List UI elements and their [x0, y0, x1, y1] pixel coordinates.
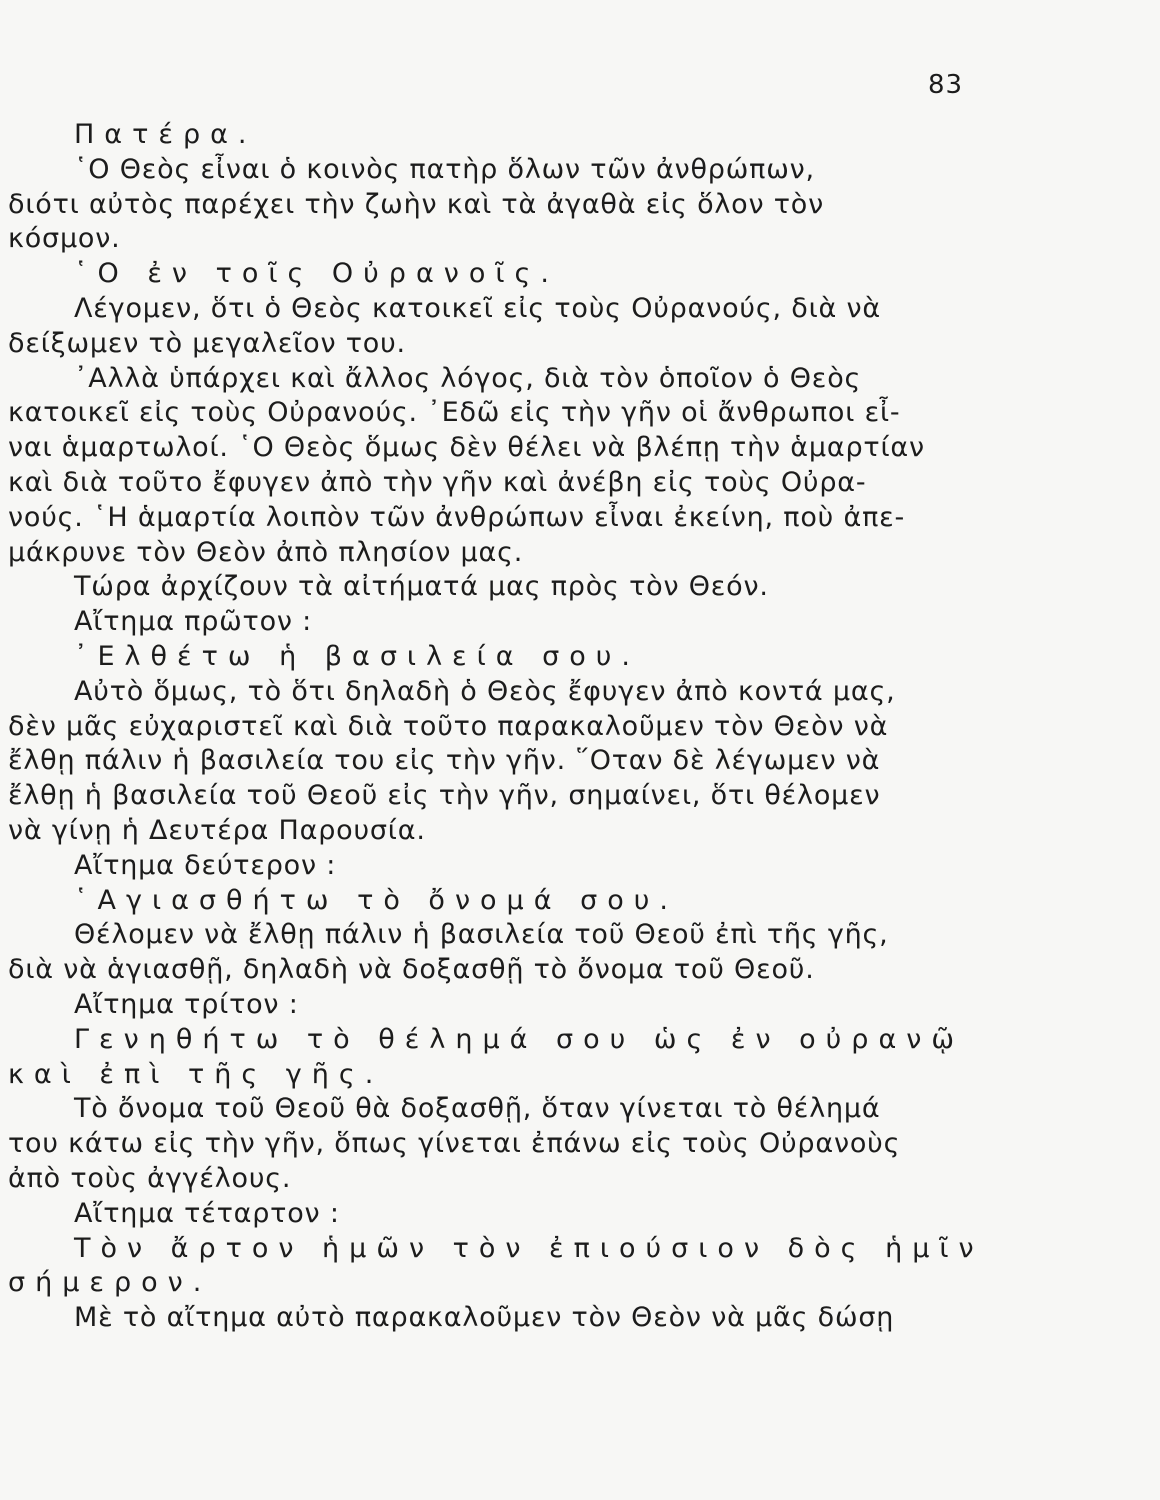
- text-line: ᾿Αλλὰ ὑπάρχει καὶ ἄλλος λόγος, διὰ τὸν ὁποῖον ὁ Θεὸς: [74, 362, 862, 394]
- text-line: Τὸ ὄνομα τοῦ Θεοῦ θὰ δοξασθῇ, ὅταν γίνεται τὸ θέλημά: [74, 1093, 881, 1125]
- text-line: ῾Ο Θεὸς εἶναι ὁ κοινὸς πατὴρ ὅλων τῶν ἀνθρώπων,: [74, 153, 815, 185]
- text-line: Αἴτημα δεύτερον :: [74, 849, 337, 881]
- body-text: [8, 118, 988, 1336]
- text-line: Τώρα ἀρχίζουν τὰ αἰτήματά μας πρὸς τὸν Θεόν.: [74, 571, 769, 603]
- text-line: νούς. ῾Η ἁμαρτία λοιπὸν τῶν ἀνθρώπων εἶναι ἐκείνη, ποὺ ἀπε-: [8, 501, 906, 533]
- text-line: του κάτω εἰς τὴν γῆν, ὅπως γίνεται ἐπάνω εἰς τοὺς Οὐρανοὺς: [8, 1128, 901, 1160]
- text-line: διὰ νὰ ἁγιασθῇ, δηλαδὴ νὰ δοξασθῇ τὸ ὄνομα τοῦ Θεοῦ.: [8, 954, 815, 986]
- text-line: δὲν μᾶς εὐχαριστεῖ καὶ διὰ τοῦτο παρακαλοῦμεν τὸν Θεὸν νὰ: [8, 710, 889, 742]
- text-line: Αἴτημα τέταρτον :: [74, 1197, 340, 1229]
- text-line: σήμερον.: [8, 1267, 212, 1299]
- text-line: Θέλομεν νὰ ἔλθῃ πάλιν ἡ βασιλεία τοῦ Θεοῦ ἐπὶ τῆς γῆς,: [74, 919, 889, 951]
- text-line: ἔλθῃ ἡ βασιλεία τοῦ Θεοῦ εἰς τὴν γῆν, σημαίνει, ὅτι θέλομεν: [8, 780, 881, 812]
- text-line: ῾Αγιασθήτω τὸ ὄνομά σου.: [74, 884, 678, 916]
- text-line: καὶ ἐπὶ τῆς γῆς.: [8, 1058, 384, 1090]
- text-line: Πατέρα.: [74, 119, 257, 150]
- text-line: Γενηθήτω τὸ θέλημά σου ὡς ἐν οὐρανῷ: [74, 1023, 964, 1055]
- text-line: κόσμον.: [8, 223, 121, 255]
- text-line: Αὐτὸ ὅμως, τὸ ὅτι δηλαδὴ ὁ Θεὸς ἔφυγεν ἀπὸ κοντά μας,: [74, 675, 896, 707]
- text-line: Τὸν ἄρτον ἡμῶν τὸν ἐπιούσιον δὸς ἡμῖν: [74, 1232, 984, 1264]
- text-line: Αἴτημα τρίτον :: [74, 988, 299, 1020]
- text-line: ναι ἁμαρτωλοί. ῾Ο Θεὸς ὅμως δὲν θέλει νὰ βλέπῃ τὴν ἁμαρτίαν: [8, 432, 925, 464]
- text-line: μάκρυνε τὸν Θεὸν ἀπὸ πλησίον μας.: [8, 536, 524, 568]
- text-line: νὰ γίνῃ ἡ Δευτέρα Παρουσία.: [8, 814, 426, 846]
- text-line: Αἴτημα πρῶτον :: [74, 606, 313, 638]
- text-line: Μὲ τὸ αἴτημα αὐτὸ παρακαλοῦμεν τὸν Θεὸν νὰ μᾶς δώσῃ: [74, 1302, 895, 1334]
- text-line: καὶ διὰ τοῦτο ἔφυγεν ἀπὸ τὴν γῆν καὶ ἀνέβη εἰς τοὺς Οὐρα-: [8, 466, 867, 498]
- text-line: ἔλθῃ πάλιν ἡ βασιλεία του εἰς τὴν γῆν. ῞Οταν δὲ λέγωμεν νὰ: [8, 745, 881, 777]
- text-line: δείξωμεν τὸ μεγαλεῖον του.: [8, 327, 406, 359]
- text-line: ἀπὸ τοὺς ἀγγέλους.: [8, 1162, 292, 1194]
- text-line: κατοικεῖ εἰς τοὺς Οὐρανούς. ᾿Εδῶ εἰς τὴν γῆν οἱ ἄνθρωποι εἶ-: [8, 397, 901, 429]
- page-number: 83: [928, 70, 964, 100]
- text-line: ῾Ο ἐν τοῖς Οὐρανοῖς.: [74, 258, 559, 290]
- text-line: ᾿Ελθέτω ἡ βασιλεία σου.: [74, 640, 640, 672]
- text-line: Λέγομεν, ὅτι ὁ Θεὸς κατοικεῖ εἰς τοὺς Οὐρανούς, διὰ νὰ: [74, 292, 881, 324]
- text-line: διότι αὐτὸς παρέχει τὴν ζωὴν καὶ τὰ ἀγαθὰ εἰς ὅλον τὸν: [8, 188, 825, 220]
